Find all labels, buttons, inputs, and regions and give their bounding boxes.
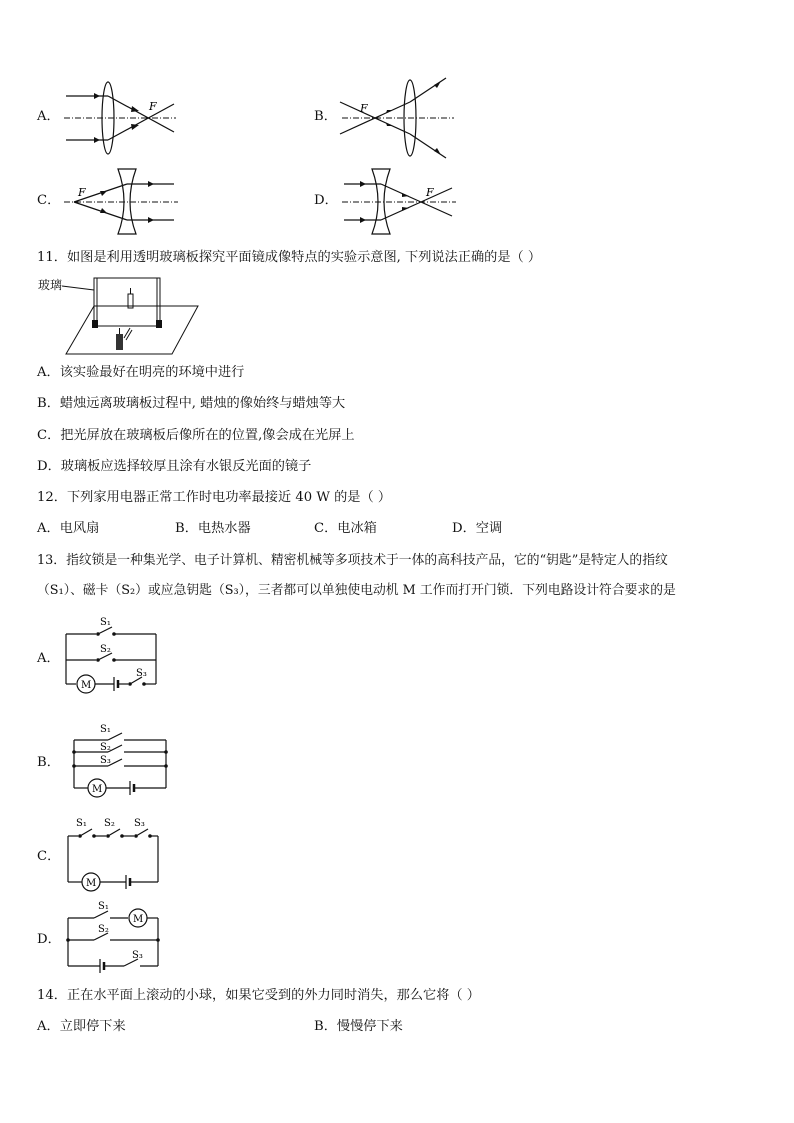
q13-stem-line1: 13．指纹锁是一种集光学、电子计算机、精密机械等多项技术于一体的高科技产品，它的“钥匙”是特定人的指纹 (37, 553, 668, 568)
switch-label: S₁ (76, 818, 87, 829)
switch-label: S₃ (132, 950, 143, 961)
option-letter: A． (37, 109, 60, 124)
switch-label: S₃ (100, 755, 111, 766)
switch-label: S₁ (98, 901, 109, 912)
switch-label: S₂ (100, 742, 111, 753)
q13-option-c-letter: C． (37, 849, 61, 864)
circuit-diagram-b (70, 720, 174, 804)
q12-option-d: D．空调 (452, 521, 503, 536)
q12-option-c: C．电冰箱 (314, 521, 377, 536)
q11-option-c: C．把光屏放在玻璃板后像所在的位置,像会成在光屏上 (37, 428, 355, 443)
q11-stem: 11．如图是利用透明玻璃板探究平面镜成像特点的实验示意图, 下列说法正确的是（ ） (37, 250, 542, 265)
option-letter: D． (314, 193, 338, 208)
q11-option-a: A．该实验最好在明亮的环境中进行 (37, 365, 245, 380)
q14-stem: 14．正在水平面上滚动的小球，如果它受到的外力同时消失，那么它将（ ） (37, 988, 480, 1003)
focus-label: F (360, 102, 368, 115)
switch-label: S₁ (100, 724, 111, 735)
q12-option-a: A．电风扇 (37, 521, 100, 536)
circuit-diagram-d (64, 898, 168, 974)
motor-label: M (86, 878, 97, 889)
motor-label: M (81, 680, 92, 691)
convex-lens-diagram-b (338, 74, 458, 162)
q13-option-a-letter: A． (37, 651, 60, 666)
q11-option-d: D．玻璃板应选择较厚且涂有水银反光面的镜子 (37, 459, 312, 474)
q13-option-b-letter: B． (37, 755, 60, 770)
q13-stem-line2: （S₁）、磁卡（S₂）或应急钥匙（S₃），三者都可以单独使电动机 M 工作而打开门锁．下列电路设计符合要求的是 (37, 583, 676, 598)
glass-label: 玻璃 (38, 278, 63, 292)
q14-option-a: A．立即停下来 (37, 1019, 126, 1034)
concave-lens-diagram-c (62, 166, 182, 236)
switch-label: S₂ (104, 818, 115, 829)
circuit-diagram-a (62, 614, 186, 704)
convex-lens-diagram-a (60, 78, 180, 158)
switch-label: S₃ (134, 818, 145, 829)
plane-mirror-experiment-figure (64, 276, 200, 356)
motor-label: M (133, 914, 144, 925)
focus-label: F (78, 186, 86, 199)
q12-stem: 12．下列家用电器正常工作时电功率最接近 40 W 的是（ ） (37, 490, 392, 505)
concave-lens-diagram-d (340, 166, 460, 236)
focus-label: F (149, 100, 157, 113)
q12-option-b: B．电热水器 (175, 521, 251, 536)
switch-label: S₃ (136, 668, 147, 679)
q13-option-d-letter: D． (37, 932, 61, 947)
q14-option-b: B．慢慢停下来 (314, 1019, 403, 1034)
q11-option-b: B．蜡烛远离玻璃板过程中, 蜡烛的像始终与蜡烛等大 (37, 396, 346, 411)
motor-label: M (92, 784, 103, 795)
focus-label: F (426, 186, 434, 199)
switch-label: S₁ (100, 617, 111, 628)
switch-label: S₂ (98, 924, 109, 935)
option-letter: B． (314, 109, 337, 124)
switch-label: S₂ (100, 644, 111, 655)
circuit-diagram-c (64, 816, 168, 892)
option-letter: C． (37, 193, 61, 208)
